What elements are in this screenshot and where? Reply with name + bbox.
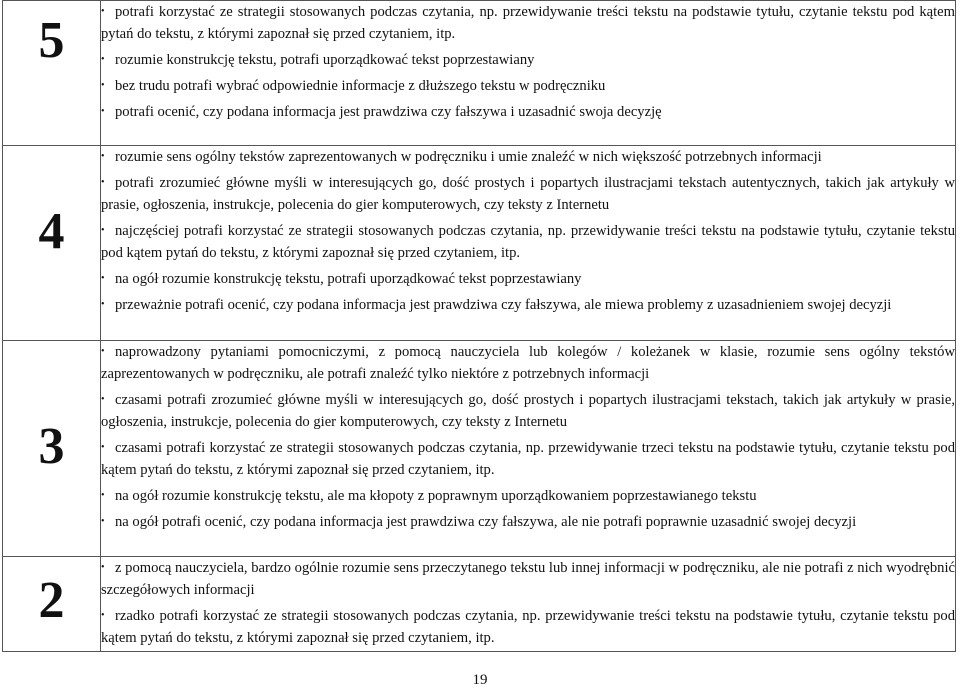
criterion-item: • z pomocą nauczyciela, bardzo ogólnie rozumie sens przeczytanego tekstu lub innej informacji w podręczniku, ale nie potrafi z nich wyodrębnić szczegółowych informacji	[101, 557, 955, 601]
bullet-icon: •	[101, 80, 105, 91]
criterion-item: • bez trudu potrafi wybrać odpowiednie informacje z dłuższego tekstu w podręczniku	[101, 75, 955, 97]
grade-number: 5	[38, 12, 65, 69]
criterion-item: • na ogół rozumie konstrukcję tekstu, ale ma kłopoty z poprawnym uporządkowaniem poprzestawianego tekstu	[101, 485, 955, 507]
criterion-item: • na ogół potrafi ocenić, czy podana informacja jest prawdziwa czy fałszywa, ale nie potrafi poprawnie uzasadnić swojej decyzji	[101, 511, 955, 533]
criterion-item: • potrafi ocenić, czy podana informacja jest prawdziwa czy fałszywa i uzasadnić swoja decyzję	[101, 101, 955, 123]
bullet-icon: •	[101, 442, 105, 453]
bullet-icon: •	[101, 610, 105, 621]
bullet-icon: •	[101, 151, 105, 162]
criterion-item: • potrafi korzystać ze strategii stosowanych podczas czytania, np. przewidywanie treści tekstu na podstawie tytułu, czytanie tekstu pod kątem pytań do tekstu, z którymi zapoznał się przed czytaniem, itp.	[101, 1, 955, 45]
grade-cell	[3, 557, 101, 652]
criterion-item: • na ogół rozumie konstrukcję tekstu, potrafi uporządkować tekst poprzestawiany	[101, 268, 955, 290]
criterion-item: • czasami potrafi zrozumieć główne myśli w interesujących go, dość prostych i popartych ilustracjami tekstach, takich jak artykuły w prasie, ogłoszenia, instrukcje, polecenia do gier komputerowych, czy teksty z Internetu	[101, 389, 955, 433]
criterion-item: • potrafi zrozumieć główne myśli w interesujących go, dość prostych i popartych ilustracjami tekstach autentycznych, takich jak artykuły w prasie, ogłoszenia, instrukcje, polecenia do gier komputerowych, czy teksty z Internetu	[101, 172, 955, 216]
grade-description	[101, 341, 956, 557]
criterion-item: • rzadko potrafi korzystać ze strategii stosowanych podczas czytania, np. przewidywanie treści tekstu na podstawie tytułu, czytanie tekstu pod kątem pytań do tekstu, z którymi zapoznał się przed czytaniem, itp.	[101, 605, 955, 649]
criterion-item: • rozumie konstrukcję tekstu, potrafi uporządkować tekst poprzestawiany	[101, 49, 955, 71]
page-number: 19	[472, 672, 488, 688]
bullet-icon: •	[101, 225, 105, 236]
bullet-icon: •	[101, 54, 105, 65]
bullet-icon: •	[101, 106, 105, 117]
grade-description	[101, 1, 956, 146]
grade-number: 2	[38, 572, 65, 629]
grade-description	[101, 146, 956, 341]
grade-cell	[3, 1, 101, 146]
grade-description	[101, 557, 956, 652]
grade-row-4	[3, 146, 956, 341]
grade-cell	[3, 341, 101, 557]
bullet-icon: •	[101, 346, 105, 357]
criterion-item: • czasami potrafi korzystać ze strategii stosowanych podczas czytania, np. przewidywanie trzeci tekstu na podstawie tytułu, czytanie tekstu pod kątem pytań do tekstu, z którymi zapoznał się przed czytaniem, itp.	[101, 437, 955, 481]
grade-cell	[3, 146, 101, 341]
bullet-icon: •	[101, 299, 105, 310]
bullet-icon: •	[101, 177, 105, 188]
grade-number: 4	[38, 203, 65, 260]
criterion-item: • przeważnie potrafi ocenić, czy podana informacja jest prawdziwa czy fałszywa, ale miewa problemy z uzasadnieniem swojej decyzji	[101, 294, 955, 316]
grade-row-5	[3, 1, 956, 146]
bullet-icon: •	[101, 394, 105, 405]
grade-row-3	[3, 341, 956, 557]
grade-row-2	[3, 557, 956, 652]
bullet-icon: •	[101, 6, 105, 17]
criterion-item: • naprowadzony pytaniami pomocniczymi, z pomocą nauczyciela lub kolegów / koleżanek w klasie, rozumie sens ogólny tekstów zaprezentowanych w podręczniku, ale potrafi znaleźć tylko niektóre z potrzebnych informacji	[101, 341, 955, 385]
bullet-icon: •	[101, 490, 105, 501]
bullet-icon: •	[101, 273, 105, 284]
bullet-icon: •	[101, 562, 105, 573]
grade-number: 3	[38, 418, 65, 475]
criterion-item: • najczęściej potrafi korzystać ze strategii stosowanych podczas czytania, np. przewidywanie treści tekstu na podstawie tytułu, czytanie tekstu pod kątem pytań do tekstu, z którymi zapoznał się przed czytaniem, itp.	[101, 220, 955, 264]
grading-criteria-table	[2, 0, 956, 652]
bullet-icon: •	[101, 516, 105, 527]
criterion-item: • rozumie sens ogólny tekstów zaprezentowanych w podręczniku i umie znaleźć w nich większość potrzebnych informacji	[101, 146, 955, 168]
